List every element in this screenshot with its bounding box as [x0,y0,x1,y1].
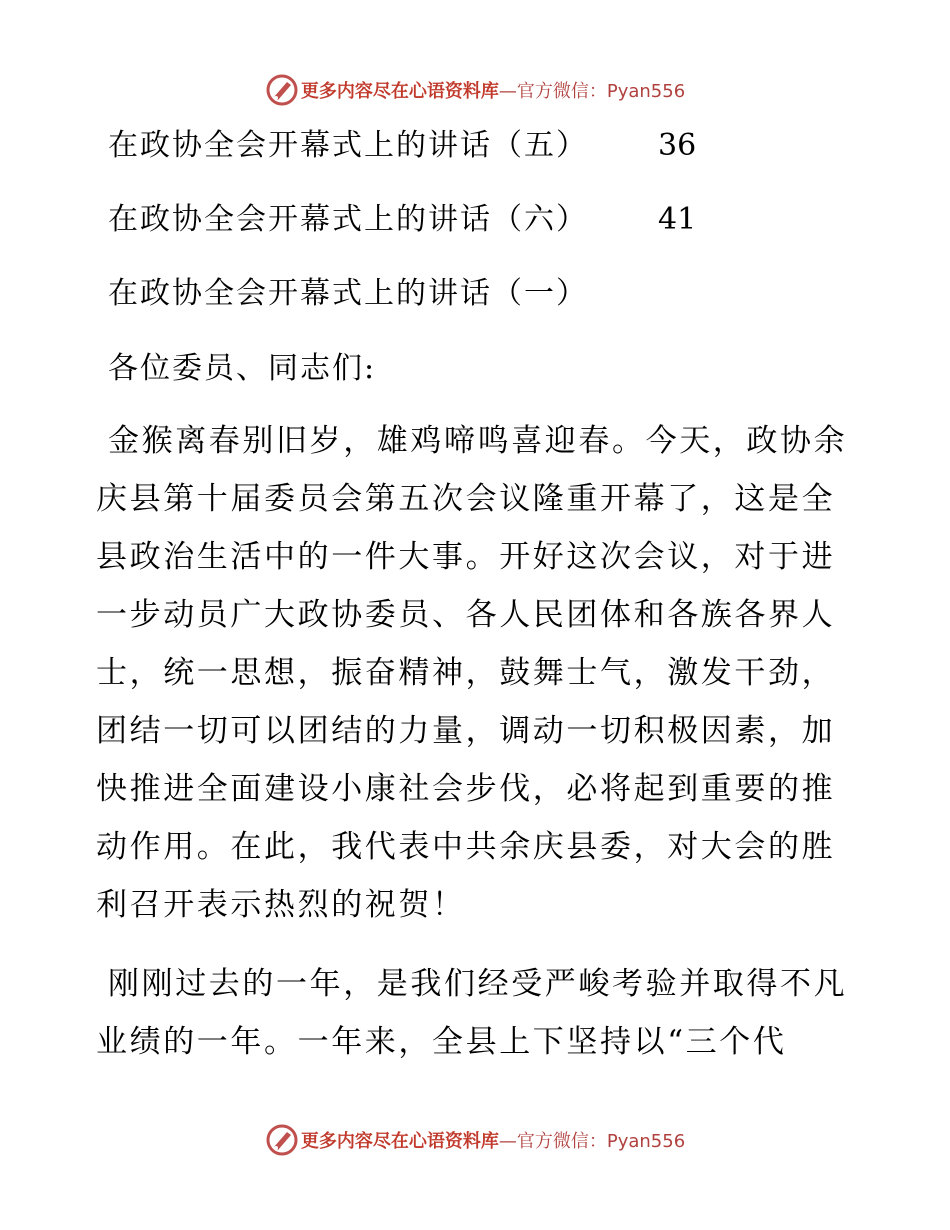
body-paragraph: 金猴离春别旧岁，雄鸡啼鸣喜迎春。今天，政协余庆县第十届委员会第五次会议隆重开幕了，这是全县政治生活中的一件大事。开好这次会议，对于进一步动员广大政协委员、各人民团体和各族各界人士，统一思想，振奋精神，鼓舞士气，激发干劲，团结一切可以团结的力量，调动一切积极因素，加快推进全面建设小康社会步伐，必将起到重要的推动作用。在此，我代表中共余庆县委，对大会的胜利召开表示热烈的祝贺！ [96,423,848,923]
footer-watermark [0,1120,950,1160]
watermark-brand: 更多内容尽在心语资料库 [300,81,499,102]
watermark-wechat-id: Pyan556 [606,1131,686,1152]
watermark-wechat-label: 官方微信： [516,81,607,102]
watermark-wechat-id: Pyan556 [606,81,686,102]
section-title: 在政协全会开幕式上的讲话（一） [108,276,588,311]
toc-entry-page: 36 [658,128,697,163]
watermark-text [301,1127,685,1153]
body-paragraph: 刚刚过去的一年，是我们经受严峻考验并取得不凡业绩的一年。一年来，全县上下坚持以“三个代 [96,966,848,1060]
toc-entry-page: 41 [658,202,697,237]
header-watermark [0,70,950,110]
watermark-wechat-label: 官方微信： [516,1131,607,1152]
toc-entry-title: 在政协全会开幕式上的讲话（六） [108,202,588,237]
watermark-text [301,77,685,103]
pen-logo-icon [265,1123,299,1157]
watermark-brand: 更多内容尽在心语资料库 [300,1131,499,1152]
watermark-dash: — [498,81,517,102]
watermark-dash: — [498,1131,517,1152]
pen-logo-icon [265,73,299,107]
toc-entry-title: 在政协全会开幕式上的讲话（五） [108,128,588,163]
salutation: 各位委员、同志们: [108,351,377,386]
